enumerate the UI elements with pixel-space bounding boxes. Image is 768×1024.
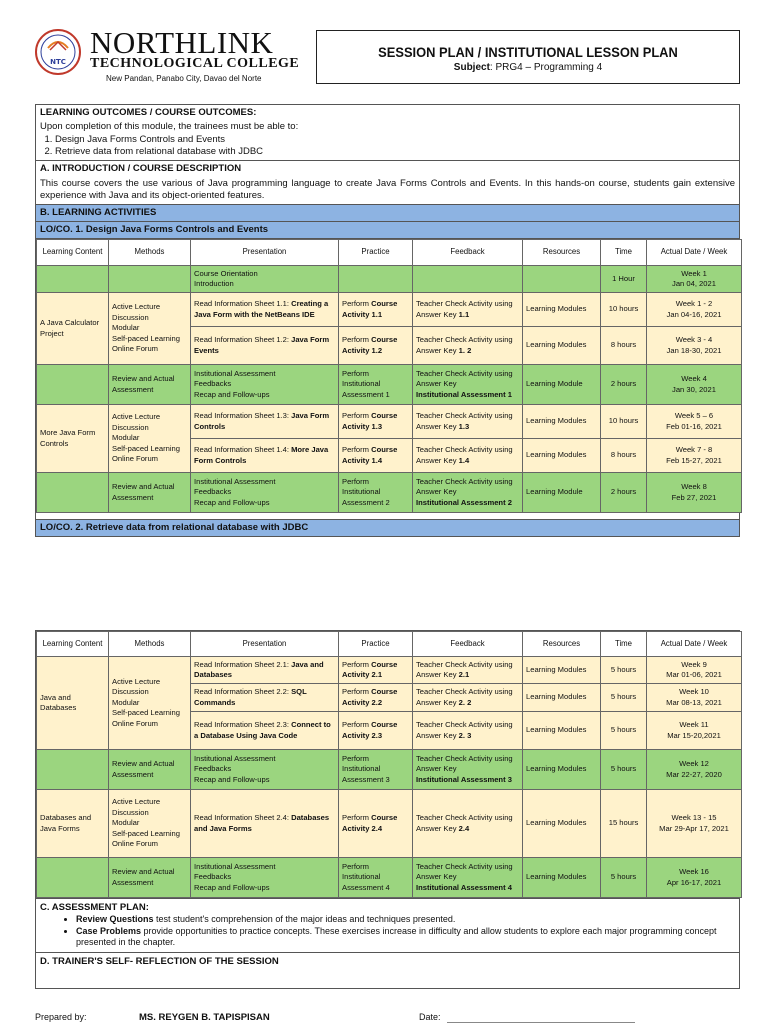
time-cell: 5 hours <box>601 858 647 898</box>
feedback-text: Teacher Check Activity using Answer Key <box>416 411 513 431</box>
feedback-cell <box>413 327 523 365</box>
lesson-plan-section-1 <box>35 104 740 537</box>
feedback-cell <box>413 473 523 513</box>
presentation-line: Institutional Assessment <box>194 368 276 378</box>
methods-cell <box>109 657 191 750</box>
school-address: New Pandan, Panabo City, Davao del Norte <box>106 74 262 83</box>
learning-content-cell: Java and Databases <box>37 657 109 750</box>
presentation-topic: SQL Commands <box>194 687 307 707</box>
methods-cell: Review and Actual Assessment <box>109 858 191 898</box>
presentation-line: Feedbacks <box>194 487 232 497</box>
presentation-line: Institutional Assessment <box>194 753 276 763</box>
week-label: Week 9 <box>681 659 707 669</box>
presentation-cell <box>191 473 339 513</box>
week-date: Apr 16-17, 2021 <box>666 877 722 887</box>
week-label: Week 11 <box>679 720 709 729</box>
presentation-line: Feedbacks <box>194 764 232 774</box>
practice-cell <box>339 657 413 684</box>
practice-activity: Course Activity 2.2 <box>342 687 398 707</box>
time-cell: 5 hours <box>601 684 647 712</box>
feedback-text: Teacher Check Activity using Answer Key <box>416 368 513 389</box>
practice-activity: Course Activity 1.3 <box>342 411 398 431</box>
practice-activity: Course Activity 1.1 <box>342 299 398 319</box>
assessment-plan-list <box>40 914 735 949</box>
time-cell: 15 hours <box>601 790 647 858</box>
practice-text: Perform <box>342 335 372 344</box>
practice-text: Perform <box>342 411 372 420</box>
method-item: Online Forum <box>112 454 159 464</box>
feedback-text: Teacher Check Activity using Answer Key <box>416 753 513 774</box>
week-date: Mar 15-20,2021 <box>667 730 721 740</box>
week-date: Mar 22-27, 2020 <box>666 769 722 779</box>
prepared-by-label: Prepared by: <box>35 1012 87 1022</box>
method-item: Self-paced Learning <box>112 708 180 718</box>
table-row <box>37 790 742 858</box>
methods-cell: Review and Actual Assessment <box>109 750 191 790</box>
resources-cell: Learning Modules <box>523 439 601 473</box>
assessment-text: test student's comprehension of the major ideas and techniques presented. <box>153 914 456 924</box>
time-cell: 2 hours <box>601 365 647 405</box>
presentation-line: Institutional Assessment <box>194 861 276 871</box>
table-row <box>37 293 742 327</box>
feedback-text: Teacher Check Activity using Answer Key <box>416 476 513 497</box>
week-cell <box>647 293 742 327</box>
practice-text: Perform <box>342 687 372 696</box>
prepared-by-name: MS. REYGEN B. TAPISPISAN <box>139 1012 270 1023</box>
presentation-cell <box>191 365 339 405</box>
presentation-text: Read Information Sheet 1.4: <box>194 445 292 454</box>
presentation-text: Read Information Sheet 2.3: <box>194 720 292 729</box>
week-label: Week 4 <box>681 374 707 383</box>
col-header: Actual Date / Week <box>647 240 742 266</box>
resources-cell: Learning Module <box>523 473 601 513</box>
lo2-heading: LO/CO. 2. Retrieve data from relational database with JDBC <box>36 519 739 536</box>
practice-text: Perform <box>342 813 372 822</box>
presentation-cell <box>191 712 339 750</box>
method-item: Self-paced Learning <box>112 333 180 343</box>
table-row <box>37 405 742 439</box>
assessment-text: provide opportunities to practice concepts. These exercises increase in difficulty and allow students to explore each major programming concept presented in the chapter. <box>76 925 717 947</box>
feedback-text: Teacher Check Activity using Answer Key <box>416 659 513 679</box>
week-date: Jan 30, 2021 <box>672 384 716 394</box>
table-header-row <box>37 632 742 657</box>
method-item: Modular <box>112 697 140 707</box>
school-subtitle: TECHNOLOGICAL COLLEGE <box>90 56 300 71</box>
method-item: Discussion <box>112 422 149 432</box>
method-item: Active Lecture <box>112 302 161 312</box>
outcome-item: 1. Design Java Forms Controls and Events <box>55 134 739 146</box>
col-header: Practice <box>339 632 413 657</box>
week-label: Week 13 - 15 <box>671 813 717 822</box>
week-date: Jan 04, 2021 <box>672 279 716 288</box>
table-row <box>37 657 742 684</box>
week-date: Feb 15-27, 2021 <box>666 455 722 465</box>
time-cell: 5 hours <box>601 750 647 790</box>
method-item: Discussion <box>112 312 149 322</box>
resources-cell: Learning Modules <box>523 684 601 712</box>
resources-cell: Learning Modules <box>523 712 601 750</box>
practice-cell <box>339 712 413 750</box>
method-item: Modular <box>112 323 140 333</box>
subject-line <box>317 62 739 73</box>
week-label: Week 16 <box>679 867 709 876</box>
outcomes-list <box>36 134 739 158</box>
trainer-reflection <box>36 952 739 988</box>
assessment-item <box>76 914 735 926</box>
resources-cell: Learning Modules <box>523 858 601 898</box>
week-label: Week 5 – 6 <box>674 411 714 420</box>
learning-content-cell: More Java Form Controls <box>37 405 109 473</box>
subject-value: : PRG4 – Programming 4 <box>489 62 603 73</box>
subject-label: Subject <box>453 62 490 73</box>
intro-text: This course covers the use various of Java programming language to create Java Forms Controls and Events. In this hands-on course, students gain extensive experience with Java and its object-oriented features. <box>36 177 739 205</box>
col-header: Methods <box>109 632 191 657</box>
time-cell: 8 hours <box>601 439 647 473</box>
method-item: Discussion <box>112 807 149 817</box>
time-cell: 8 hours <box>601 327 647 365</box>
methods-cell <box>109 790 191 858</box>
week-date: Mar 08-13, 2021 <box>666 697 722 707</box>
presentation-line: Recap and Follow-ups <box>194 774 270 784</box>
practice-cell: Perform Institutional Assessment 3 <box>339 750 413 790</box>
feedback-key: 2. 2 <box>458 697 472 707</box>
outcomes-heading: LEARNING OUTCOMES / COURSE OUTCOMES: <box>40 107 257 118</box>
feedback-key: Institutional Assessment 2 <box>416 497 512 507</box>
resources-cell: Learning Module <box>523 365 601 405</box>
feedback-text: Teacher Check Activity using Answer Key <box>416 299 513 319</box>
practice-cell <box>339 684 413 712</box>
presentation-text: Read Information Sheet 2.1: <box>194 659 292 669</box>
feedback-cell <box>413 684 523 712</box>
assessment-term: Review Questions <box>76 914 154 924</box>
date-label: Date: <box>419 1012 441 1022</box>
practice-cell <box>339 293 413 327</box>
col-header: Learning Content <box>37 632 109 657</box>
feedback-key: 1.3 <box>458 421 470 431</box>
practice-activity: Course Activity 2.1 <box>342 659 398 679</box>
document-title: SESSION PLAN / INSTITUTIONAL LESSON PLAN <box>378 44 678 60</box>
presentation-text: Read Information Sheet 2.4: <box>194 813 292 822</box>
presentation-text: Read Information Sheet 2.2: <box>194 687 292 696</box>
table-row <box>37 858 742 898</box>
lo2-activities-table <box>36 631 742 898</box>
week-cell <box>647 750 742 790</box>
presentation-line: Institutional Assessment <box>194 476 276 486</box>
col-header: Methods <box>109 240 191 266</box>
week-date: Mar 01-06, 2021 <box>666 670 722 679</box>
presentation-cell <box>191 684 339 712</box>
presentation-topic: Java Form Events <box>194 335 330 355</box>
feedback-key: Institutional Assessment 1 <box>416 389 512 399</box>
week-cell <box>647 712 742 750</box>
methods-cell <box>109 405 191 473</box>
presentation-cell <box>191 790 339 858</box>
presentation-cell <box>191 405 339 439</box>
col-header: Feedback <box>413 240 523 266</box>
presentation-topic: Connect to a Database Using Java Code <box>194 720 331 740</box>
intro-heading: A. INTRODUCTION / COURSE DESCRIPTION <box>40 163 242 174</box>
presentation-text: Read Information Sheet 1.2: <box>194 335 292 344</box>
resources-cell: Learning Modules <box>523 293 601 327</box>
time-cell: 1 Hour <box>601 266 647 293</box>
method-item: Online Forum <box>112 839 159 849</box>
table-row <box>37 750 742 790</box>
practice-cell <box>339 405 413 439</box>
feedback-cell <box>413 439 523 473</box>
feedback-text: Teacher Check Activity using Answer Key <box>416 445 513 465</box>
col-header: Time <box>601 240 647 266</box>
time-cell: 5 hours <box>601 657 647 684</box>
time-cell: 10 hours <box>601 405 647 439</box>
week-cell <box>647 858 742 898</box>
presentation-cell <box>191 266 339 293</box>
week-label: Week 1 <box>681 268 707 278</box>
practice-activity: Course Activity 1.4 <box>342 445 398 465</box>
assessment-plan <box>36 898 739 952</box>
presentation-cell <box>191 293 339 327</box>
logo-text: NTC <box>50 58 66 66</box>
method-item: Self-paced Learning <box>112 828 180 838</box>
col-header: Actual Date / Week <box>647 632 742 657</box>
assessment-term: Case Problems <box>76 925 142 936</box>
week-cell <box>647 327 742 365</box>
feedback-cell <box>413 750 523 790</box>
table-row <box>37 266 742 293</box>
assessment-item <box>76 926 735 949</box>
presentation-line: Recap and Follow-ups <box>194 497 270 507</box>
week-date: Mar 29-Apr 17, 2021 <box>659 823 729 833</box>
week-cell <box>647 266 742 293</box>
presentation-cell <box>191 750 339 790</box>
feedback-text: Teacher Check Activity using Answer Key <box>416 335 513 355</box>
feedback-cell <box>413 858 523 898</box>
practice-activity: Course Activity 2.4 <box>342 813 398 833</box>
practice-cell <box>339 327 413 365</box>
school-name: NORTHLINK <box>90 25 274 60</box>
lesson-plan-section-2 <box>35 630 740 989</box>
page-header <box>32 26 740 86</box>
presentation-line: Recap and Follow-ups <box>194 882 270 892</box>
col-header: Practice <box>339 240 413 266</box>
week-label: Week 8 <box>681 482 707 491</box>
method-item: Discussion <box>112 687 149 697</box>
time-cell: 10 hours <box>601 293 647 327</box>
presentation-line: Introduction <box>194 279 234 288</box>
resources-cell: Learning Modules <box>523 657 601 684</box>
presentation-line: Feedbacks <box>194 872 232 882</box>
week-cell <box>647 657 742 684</box>
presentation-line: Recap and Follow-ups <box>194 389 270 399</box>
presentation-line: Feedbacks <box>194 379 232 389</box>
week-date: Feb 27, 2021 <box>671 492 717 502</box>
feedback-cell <box>413 657 523 684</box>
feedback-cell <box>413 405 523 439</box>
presentation-cell <box>191 858 339 898</box>
feedback-text: Teacher Check Activity using Answer Key <box>416 687 513 707</box>
week-cell <box>647 473 742 513</box>
practice-activity: Course Activity 1.2 <box>342 335 398 355</box>
week-date: Jan 04-16, 2021 <box>666 309 722 319</box>
feedback-cell <box>413 293 523 327</box>
resources-cell: Learning Modules <box>523 327 601 365</box>
presentation-topic: Java Form Controls <box>194 411 330 431</box>
table-header-row <box>37 240 742 266</box>
lo1-activities-table <box>36 239 742 513</box>
practice-cell: Perform Institutional Assessment 2 <box>339 473 413 513</box>
feedback-key: 2.1 <box>458 670 470 679</box>
practice-text: Perform <box>342 659 372 669</box>
feedback-key: 2. 3 <box>458 730 472 740</box>
practice-text: Perform <box>342 445 372 454</box>
learning-content-cell: A Java Calculator Project <box>37 293 109 365</box>
col-header: Presentation <box>191 632 339 657</box>
feedback-key: 1.4 <box>458 455 470 465</box>
feedback-key: 2.4 <box>458 823 470 833</box>
practice-cell: Perform Institutional Assessment 4 <box>339 858 413 898</box>
presentation-text: Read Information Sheet 1.1: <box>194 299 292 308</box>
week-cell <box>647 684 742 712</box>
method-item: Online Forum <box>112 344 159 354</box>
lo1-heading: LO/CO. 1. Design Java Forms Controls and Events <box>36 222 739 239</box>
presentation-text: Read Information Sheet 1.3: <box>194 411 292 420</box>
page-footer <box>35 1012 740 1024</box>
presentation-topic: Creating a Java Form with the NetBeans IDE <box>194 299 329 319</box>
feedback-cell <box>413 365 523 405</box>
practice-text: Perform <box>342 720 372 729</box>
col-header: Presentation <box>191 240 339 266</box>
week-date: Feb 01-16, 2021 <box>666 421 722 431</box>
time-cell: 2 hours <box>601 473 647 513</box>
week-label: Week 7 - 8 <box>675 445 713 454</box>
col-header: Resources <box>523 240 601 266</box>
resources-cell: Learning Modules <box>523 790 601 858</box>
week-cell <box>647 790 742 858</box>
presentation-topic: More Java Form Controls <box>194 445 329 465</box>
college-logo-icon <box>34 28 82 76</box>
col-header: Learning Content <box>37 240 109 266</box>
method-item: Active Lecture <box>112 412 161 422</box>
table-row <box>37 365 742 405</box>
week-cell <box>647 365 742 405</box>
methods-cell: Review and Actual Assessment <box>109 365 191 405</box>
week-cell <box>647 439 742 473</box>
col-header: Time <box>601 632 647 657</box>
week-label: Week 12 <box>679 759 709 768</box>
week-label: Week 1 - 2 <box>675 299 713 308</box>
feedback-key: Institutional Assessment 3 <box>416 774 512 784</box>
presentation-topic: Databases and Java Forms <box>194 813 330 833</box>
week-label: Week 10 <box>679 687 709 696</box>
presentation-line: Course Orientation <box>194 268 258 278</box>
feedback-cell <box>413 790 523 858</box>
method-item: Modular <box>112 433 140 443</box>
presentation-cell <box>191 327 339 365</box>
practice-cell: Perform Institutional Assessment 1 <box>339 365 413 405</box>
methods-cell <box>109 293 191 365</box>
method-item: Self-paced Learning <box>112 443 180 453</box>
resources-cell: Learning Modules <box>523 405 601 439</box>
feedback-text: Teacher Check Activity using Answer Key <box>416 720 513 740</box>
activities-heading: B. LEARNING ACTIVITIES <box>36 205 739 222</box>
assessment-plan-heading: C. ASSESSMENT PLAN: <box>40 902 149 913</box>
practice-text: Perform <box>342 299 372 308</box>
presentation-topic: Java and Databases <box>194 659 324 679</box>
practice-activity: Course Activity 2.3 <box>342 720 398 740</box>
col-header: Feedback <box>413 632 523 657</box>
practice-cell <box>339 439 413 473</box>
document-title-box <box>316 30 740 84</box>
methods-cell: Review and Actual Assessment <box>109 473 191 513</box>
feedback-key: 1. 2 <box>458 345 472 355</box>
presentation-cell <box>191 657 339 684</box>
presentation-cell <box>191 439 339 473</box>
feedback-cell <box>413 712 523 750</box>
learning-outcomes <box>36 105 739 161</box>
table-row <box>37 473 742 513</box>
week-label: Week 3 - 4 <box>675 335 713 344</box>
reflection-heading: D. TRAINER'S SELF- REFLECTION OF THE SESSION <box>40 955 279 967</box>
practice-cell <box>339 790 413 858</box>
learning-content-cell: Databases and Java Forms <box>37 790 109 858</box>
col-header: Resources <box>523 632 601 657</box>
method-item: Modular <box>112 818 140 828</box>
date-line <box>447 1022 635 1023</box>
resources-cell: Learning Modules <box>523 750 601 790</box>
feedback-text: Teacher Check Activity using Answer Key <box>416 861 513 882</box>
feedback-key: 1.1 <box>458 309 470 319</box>
outcome-item: 2. Retrieve data from relational database with JDBC <box>55 146 739 158</box>
feedback-text: Teacher Check Activity using Answer Key <box>416 813 513 833</box>
method-item: Active Lecture <box>112 676 161 686</box>
week-date: Jan 18-30, 2021 <box>666 345 722 355</box>
outcomes-intro: Upon completion of this module, the trainees must be able to: <box>40 121 299 132</box>
week-cell <box>647 405 742 439</box>
feedback-key: Institutional Assessment 4 <box>416 882 512 892</box>
method-item: Active Lecture <box>112 797 161 807</box>
method-item: Online Forum <box>112 718 159 728</box>
time-cell: 5 hours <box>601 712 647 750</box>
